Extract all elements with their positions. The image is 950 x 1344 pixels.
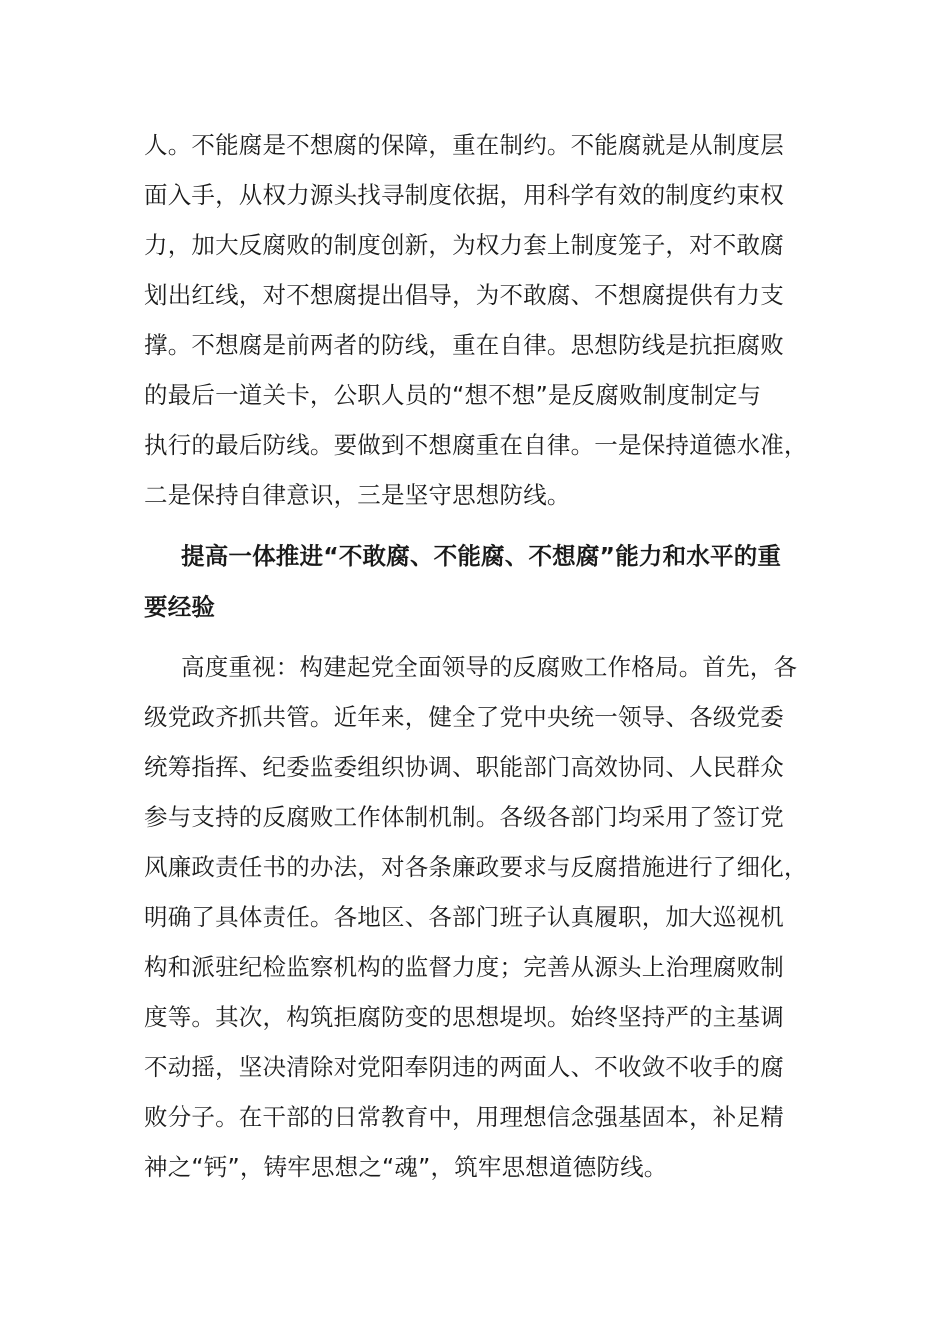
heading-line: 要经验: [144, 593, 216, 621]
heading-line: 提高一体推进“不敢腐、不能腐、不想腐”能力和水平的重: [181, 542, 782, 570]
text-line: 明确了具体责任。各地区、各部门班子认真履职，加大巡视机: [144, 903, 784, 931]
text-line: 度等。其次，构筑拒腐防变的思想堤坝。始终坚持严的主基调: [144, 1003, 784, 1031]
text-line: 构和派驻纪检监察机构的监督力度；完善从源头上治理腐败制: [144, 953, 784, 981]
text-line: 力，加大反腐败的制度创新，为权力套上制度笼子，对不敢腐: [144, 231, 784, 259]
text-line: 执行的最后防线。要做到不想腐重在自律。一是保持道德水准，: [144, 431, 808, 459]
text-line: 面入手，从权力源头找寻制度依据，用科学有效的制度约束权: [144, 181, 784, 209]
text-line: 败分子。在干部的日常教育中，用理想信念强基固本，补足精: [144, 1103, 784, 1131]
text-line: 的最后一道关卡，公职人员的“想不想”是反腐败制度制定与: [144, 381, 762, 409]
text-line: 参与支持的反腐败工作体制机制。各级各部门均采用了签订党: [144, 803, 784, 831]
text-line: 高度重视：构建起党全面领导的反腐败工作格局。首先，各: [181, 653, 798, 681]
text-line: 风廉政责任书的办法，对各条廉政要求与反腐措施进行了细化，: [144, 853, 808, 881]
text-line: 级党政齐抓共管。近年来，健全了党中央统一领导、各级党委: [144, 703, 784, 731]
text-line: 统筹指挥、纪委监委组织协调、职能部门高效协同、人民群众: [144, 753, 784, 781]
text-line: 人。不能腐是不想腐的保障，重在制约。不能腐就是从制度层: [144, 131, 784, 159]
text-line: 撑。不想腐是前两者的防线，重在自律。思想防线是抗拒腐败: [144, 331, 784, 359]
text-line: 划出红线，对不想腐提出倡导，为不敢腐、不想腐提供有力支: [144, 281, 784, 309]
text-line: 神之“钙”，铸牢思想之“魂”，筑牢思想道德防线。: [144, 1153, 668, 1181]
text-line: 二是保持自律意识，三是坚守思想防线。: [144, 481, 571, 509]
text-line: 不动摇，坚决清除对党阳奉阴违的两面人、不收敛不收手的腐: [144, 1053, 784, 1081]
